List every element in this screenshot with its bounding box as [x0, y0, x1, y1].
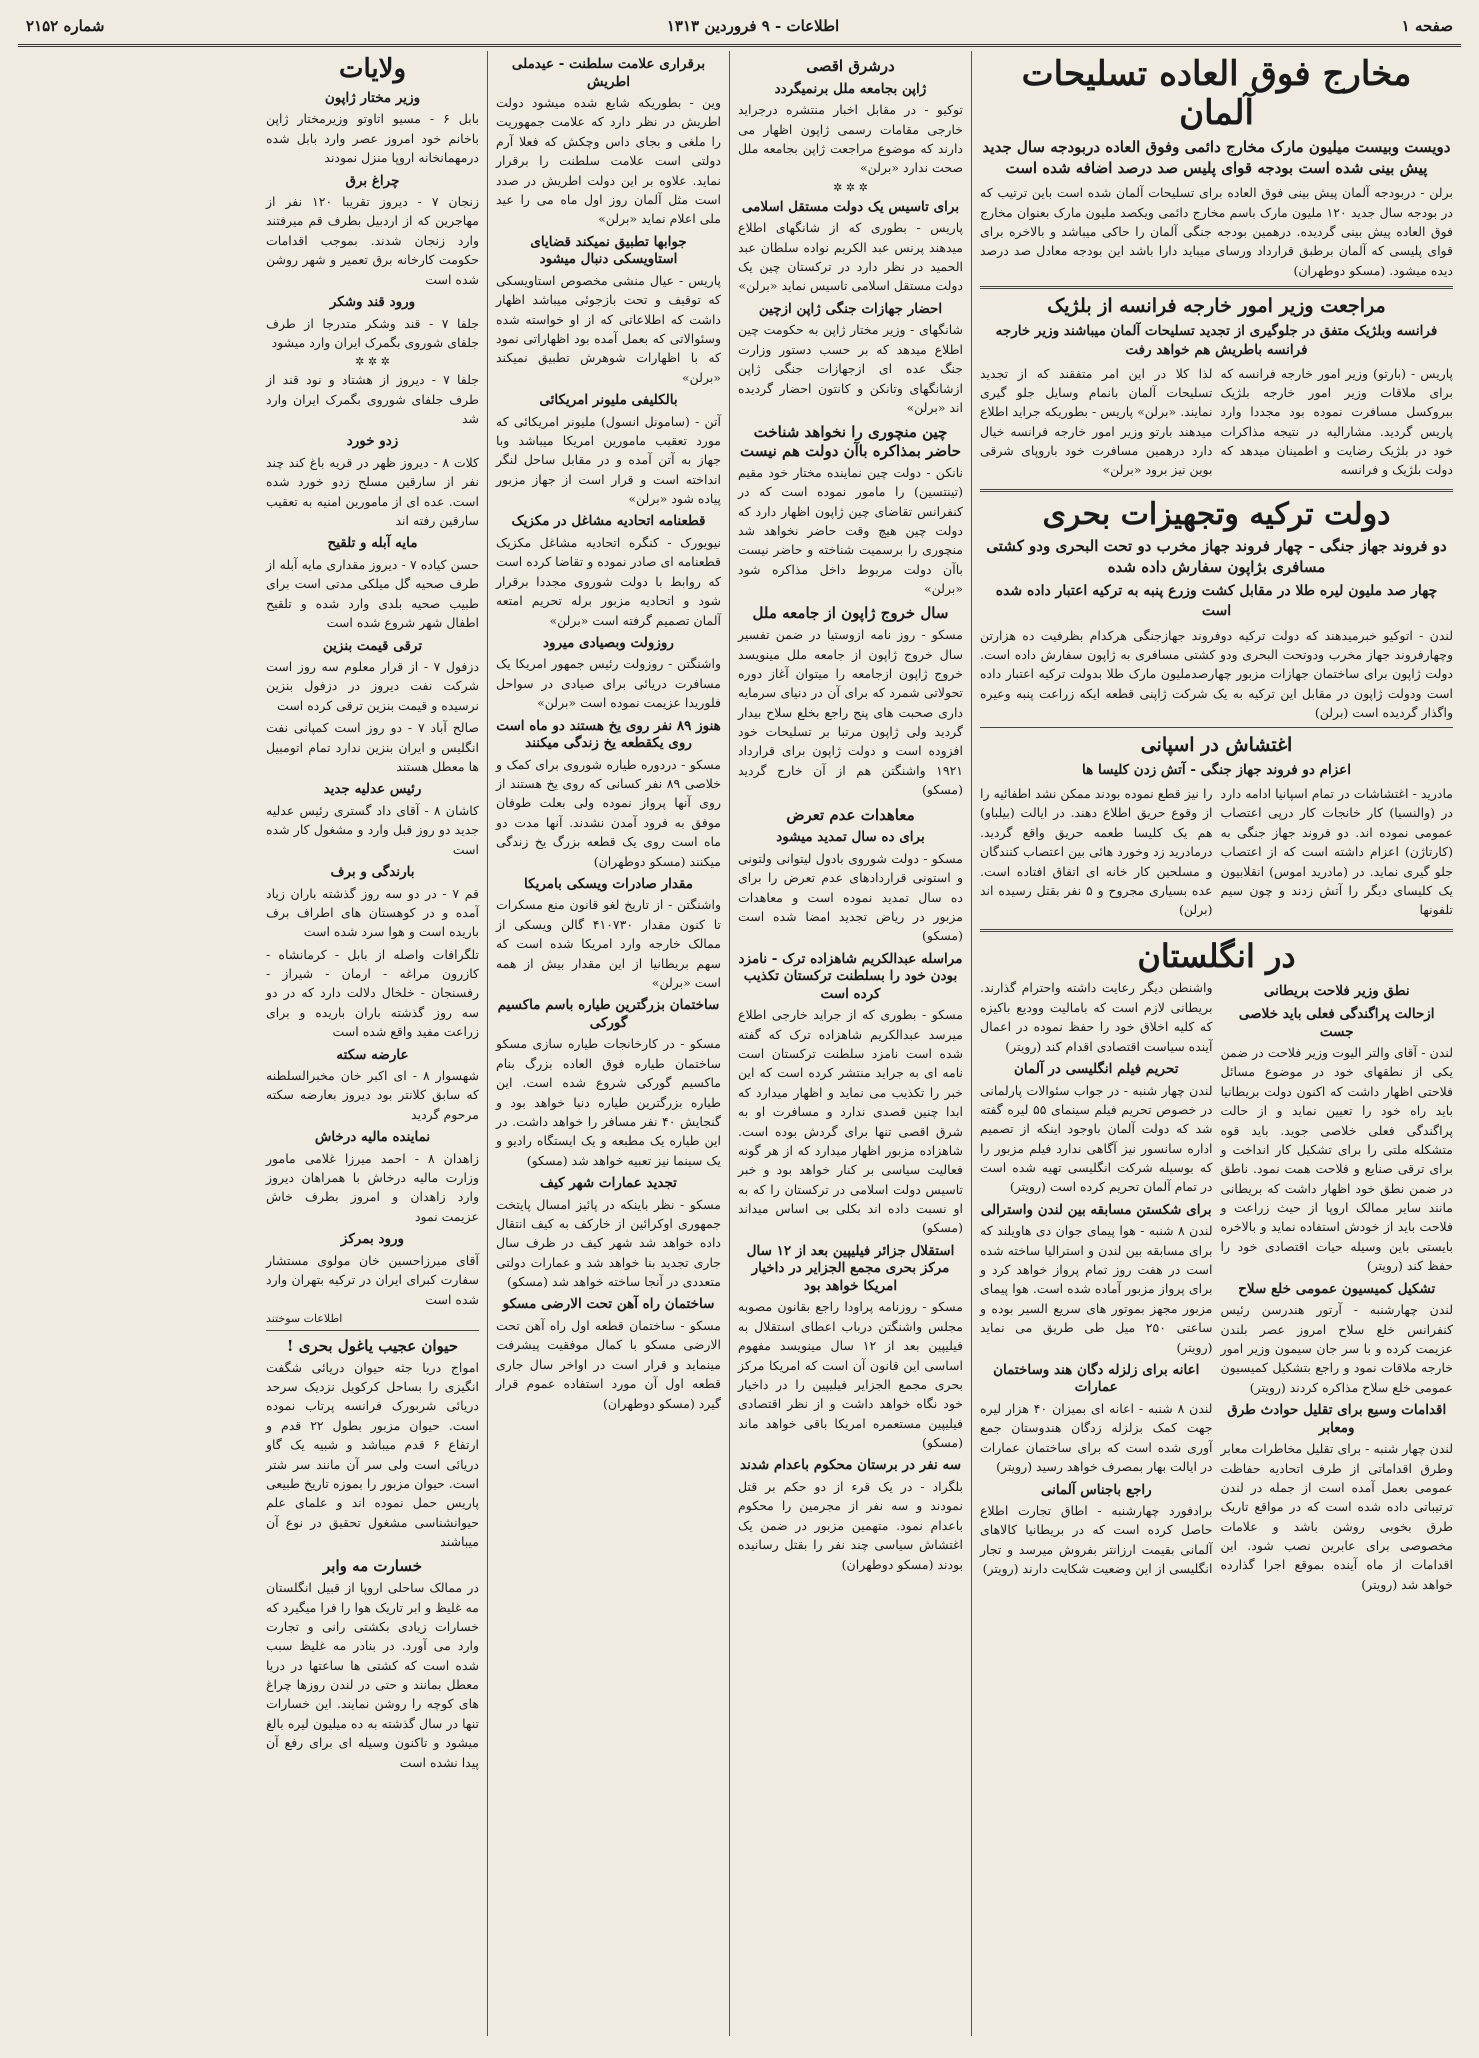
- headline-mexico-unions: قطعنامه اتحادیه مشاغل در مکزیک: [511, 513, 706, 530]
- headline-earthquake-aid: اعانه برای زلزله دگان هند وساختمان عمارات: [993, 1361, 1200, 1396]
- article-fog-damage: در ممالک ساحلی اروپا از قبیل انگلستان مه غلیظ و ابر تاریک هوا را فرا میگیرد که خسارات زیادی بکشتی رانی و تجارت وارد می آورد. در بنادر مه غلیظ سبب شده است که کشتی ها ساعتها در دریا معطل بمانند و حتی در لندن روزها چراغ های کوچه را روشن نمایند. این خسارات تنها در سال گذشته به ده میلیون لیره بالغ میشود و تاکنون وسیله ای برای رفع آن پیدا نشده است: [266, 1580, 479, 1770]
- headline-death-sentence: سه نفر در برستان محکوم باعدام شدند: [739, 1457, 962, 1474]
- article-japan-exit: مسکو - روز نامه ازوستیا در ضمن تفسیر سال خروج ژاپون از جامعه ملل مینویسد خروج ژاپون ازجامعه را میتوان آغاز دوره تحولاتی شمرد که برای آن در دنیای سرمایه داری صحبت های پنج راجع بخلع سلاح بیدار گردید ولی ژاپون مرتبا بر تسلیحات خود افزوده است و دولت ژاپون برای قرارداد ۱۹۲۱ واشنگتن هم از آن خارج گردید (مسکو): [738, 627, 963, 798]
- headline-japan-warships: احضار جهازات جنگی ژاپن ازچین: [758, 300, 943, 317]
- headline-german-armament: مخارج فوق العاده تسلیحات آلمان: [1021, 54, 1412, 134]
- headline-clash: زدو خورد: [346, 433, 399, 450]
- divider: [980, 489, 1453, 492]
- subheadline-spain-unrest: اعزام دو فروند جهاز جنگی - آتش زدن کلیسا ها: [1082, 762, 1351, 779]
- article-telegrams: تلگرافات واصله از بابل - کرمانشاه - کازرون مراغه - ارمان - شیراز - رفسنجان - خلخال دلالت دارد که در دو سه روز گذشته باران باریده و برای زراعت مفید واقع شده است: [266, 946, 479, 1040]
- article-austria-monarchy: وین - بطوریکه شایع شده میشود دولت اطریش در نظر دارد که علامت جمهوریت را ملغی و بجای داس وچکش که فعلا آرم دولتی است علامت سلطنت را برقرار نماید. علاوه بر این دولت اطریش در صدد است مثل آلمان روز اول ماه می را عید ملی اعلام نماید «برلن»: [496, 95, 721, 227]
- headline-film-ban: تحریم فیلم انگلیسی در آلمان: [1014, 1060, 1179, 1077]
- subheadline-nonaggression: برای ده سال تمدید میشود: [776, 829, 925, 846]
- article-gasoline-price: دزفول ۷ - از قرار معلوم سه روز است شرکت نفت دیروز در دزفول بنزین نرسیده و قیمت بنزین ترقی کرده است: [266, 659, 480, 713]
- headline-maxim-gorky-plane: ساختمان بزرگترین طیاره باسم ماکسیم گورکی: [497, 997, 720, 1031]
- article-sea-creature: امواج دریا جثه حیوان دریائی شگفت انگیزی را بساحل کرکویل نزدیک سرحد دریائی شربورک فرانسه پرتاب نموده است. حیوان مزبور بطول ۲۲ قدم و ارتفاع ۶ قدم میباشد و شبیه یک گاو دریائی است ولی سر آن مانند سر شتر است. حیوان مزبور را بموزه تاریخ طبیعی پاریس حمل نموده اند و علمای علم حیوانشناسی مشغول تحقیق در نوع آن میباشند: [266, 1359, 479, 1550]
- masthead: [18, 10, 1461, 47]
- article-nonaggression: مسکو - دولت شوروی بادول لیتوانی ولتونی و استونی قراردادهای عدم تعرض را برای ده سال تمدید نموده است و معاهدات مزبور در ریاض تجدید امضا شده است (مسکو): [738, 850, 963, 944]
- headline-vaccination: مایه آبله و تلقیح: [327, 535, 418, 552]
- subheadline-german-budget: دویست وبیست میلیون مارک مخارج دائمی وفوق العاده دربودجه سال جدید پیش بینی شده است بودجه قوای پلیس صد درصد اضافه شده است: [982, 138, 1451, 178]
- headline-disarmament-commission: تشکیل کمیسیون عمومی خلع سلاح: [1238, 1280, 1436, 1297]
- article-death-sentence: بلگراد - در یک قرء از دو حکم بر قتل نمودند و سه نفر از مجرمین را محکوم باعدام نمود. متهمین مزبور در ضمن یک اغتشاش سیاسی چند نفر را بقتل رسانیده بودند (مسکو دوطهران): [738, 1479, 963, 1572]
- article-china-manchuria: نانکن - دولت چین نماینده مختار خود مقیم (تینتسین) را مامور نموده است که در کنفرانس تقاضای چین ژاپون اظهار دارد که دولت چین هیچ وقت حاضر نخواهد شد منچوری را برسمیت شناخته و حاضر نیست باآن دولت مربوط داخل مذاکره شود «برلن»: [738, 464, 963, 597]
- article-german-goods: برادفورد چهارشنبه - اطاق تجارت اطلاع حاصل کرده است که در بریطانیا کالاهای آلمانی بقیمت ارزانتر بفروش میرسد و تجار انگلیسی از این وضعیت شکایت دارند (رویتر): [980, 1503, 1213, 1577]
- article-whisky-exports: واشنگتن - از تاریخ لغو قانون منع مسکرات تا کنون مقدار ۴۱۰۷۳۰ گالن ویسکی از ممالک خارجه وارد امریکا شده است که سهم بریطانیا از این مقدار بیش از همه است «برلن»: [496, 897, 721, 990]
- article-earthquake-aid: لندن ۸ شنبه - اعانه ای بمیزان ۴۰ هزار لیره جهت کمک بزلزله زدگان هندوستان جمع آوری شده است که برای ساختمان عمارات در ایالت بهار بمصرف خواهد رسید (رویتر): [980, 1401, 1213, 1475]
- masthead-title: اطلاعات - ۹ فروردین ۱۳۱۳: [666, 17, 840, 35]
- headline-kiev-rebuild: تجدید عمارات شهر کیف: [540, 1175, 677, 1192]
- headline-roosevelt-fishing: روزولت وبصیادی میرود: [543, 634, 674, 651]
- headline-turkey-navy: دولت ترکیه وتجهیزات بحری: [1042, 496, 1391, 532]
- headline-abdulkarim: مراسله عبدالکریم شاهزاده ترک - نامزد بودن خود را بسلطنت ترکستان تکذیب کرده است: [738, 950, 963, 1002]
- article-islamic-state: پاریس - بطوری که از شانگهای اطلاع میدهند پرنس عبد الکریم نواده سلطان عبد الحمید در نظر دارد در ترکستان چین یک دولت مستقل اسلامی تاسیس نماید «برلن»: [738, 220, 963, 294]
- headline-insull: بالکلیفی ملیونر امریکائی: [539, 392, 678, 409]
- article-finance-rep: زاهدان ۸ - احمد میرزا غلامی مامور وزارت مالیه درخاش با همراهان دیروز وارد زاهدان و امروز بطرف خاش عزیمت نمود: [266, 1150, 479, 1224]
- article-stroke: شهسوار ۸ - ای اکبر خان مخبرالسلطنه که سابق کلانتر بود دیروز بعارضه سکته مرحوم گردید: [266, 1068, 480, 1122]
- two-column-block: [980, 364, 1453, 483]
- article-japan-warships: شانگهای - وزیر مختار ژاپن به حکومت چین اطلاع میدهد که بر حسب دستور وزارت جنگ عده ای ازجهازات جنگی ژاپن ازشانگهای وتانکن و کانتون احضار گردیده اند «برلن»: [738, 322, 963, 415]
- article-new-judiciary-chief: کاشان ۸ - آقای داد گستری رئیس عدلیه جدید دو روز قبل وارد و مشغول کار شده است: [266, 802, 479, 857]
- article-agriculture: لندن - آقای والتر الیوت وزیر فلاحت در ضمن یکی از نطقهای خود در موضوع مسائل فلاحتی اظهار داشت که اکنون دولت بریطانیا باید راه خود را تعیین نماید و از حالت پراگندگی فعلی خلاصی جوید. باید قوه متشکله ملتی را برای تشکیل کار انداخت و برای ترقی صنایع و فلاحت همت نمود. ناطق در ضمن نطق خود اظهار داشت که بریطانی مانند سایر ممالک اروپا از حیث زراعت و فلاحت باید از خودش استفاده نماید و بالاخره بایستی باین وسیله حیات اقتصادی خود را حفظ کند (رویتر): [1220, 1045, 1453, 1274]
- article-insull: آتن - (سامونل انسول) ملیونر امریکائی که مورد تعقیب مامورین امریکا میباشد وبا جهاز به آتن آمده و در مقابل ساحل لنگر انداخته است و قرار است از جهاز مزبور پیاده شود «برلن»: [496, 413, 721, 507]
- separator-stars: ✲ ✲ ✲: [355, 355, 390, 369]
- headline-japan-envoy: وزیر مختار ژاپون: [324, 89, 421, 106]
- headline-gasoline-price: ترقی قیمت بنزین: [322, 637, 423, 654]
- article-turkey-navy: لندن - اتوکیو خبرمیدهند که دولت ترکیه دوفروند جهازجنگی هرکدام بظرفیت ده هزارتن وچهارفروند جهاز مخرب ودوتحت البحری ودو کشتی مسافری به ژاپون سفارش داده است. دولت ژاپون برای ساختمان جهازات مزبور چهارصدملیون مارک طلا بدولت ترکیه اعتبار داده است ودولت ژاپون در مقابل این ترکیه به یک شرکت ژاپنی قطعه ایکه زراعت پنبه وعیره واگذار گردیده است (برلن): [980, 627, 1453, 721]
- credit-line: اطلاعات سوختند: [266, 1311, 343, 1325]
- article-spain-b: را نیز قطع نموده بودند ممکن نشد اطفائیه را از وقوع حریق اطلاع دهند. در ایالت (بیلباو) هم یک کلیسا طعمه حریق واقع گردید. درمادرید زد وخورد هائی بین اعتصاب کنندگان و مسلحین کار خانه ای اتفاق افتاده است. عده بسیاری مجروح و ۵ نفر بقتل رسیده اند (برلن): [980, 786, 1213, 918]
- headline-new-judiciary-chief: رئیس عدلیه جدید: [323, 781, 422, 798]
- column-main: [971, 51, 1461, 2036]
- subheadline-agriculture: ازحالت پراگندگی فعلی باید خلاصی جست: [1238, 1006, 1435, 1040]
- article-vaccination: حسن کیاده ۷ - دیروز مقداری مایه آبله از طرف صحیه گل میلکی مدتی است برای طبیب صحیه بلدی وارد شده و تلقیح اطفال شهر شروع شده است: [266, 557, 479, 631]
- subheadline-french-minister: فرانسه وبلژیک متفق در جلوگیری از تجدید تسلیحات آلمان میباشند وزیر خارجه فرانسه باطریش هم خواهد رفت: [995, 322, 1438, 358]
- section-provinces: ولایات: [338, 54, 407, 84]
- headline-spain-unrest: اغتشاش در اسپانی: [1140, 734, 1293, 757]
- divider: [266, 1330, 479, 1331]
- headline-australia-race: برای شکستن مسابقه بین لندن واسترالی: [980, 1201, 1212, 1218]
- headline-philippines: استقلال جزائر فیلیپین بعد از ۱۲ سال مرکز بحری مجمع الجزایر در داخیار امریکا خواهد بود: [746, 1242, 955, 1294]
- headline-china-manchuria: چین منچوری را نخواهد شناخت حاضر بمذاکره باآن دولت هم نیست: [740, 423, 961, 461]
- headline-finance-rep: نماینده مالیه درخاش: [314, 1129, 431, 1146]
- headline-road-accidents: اقدامات وسیع برای تقلیل حوادث طرق ومعابر: [1227, 1402, 1447, 1436]
- divider: [980, 727, 1453, 728]
- article-ice-floe: مسکو - دردوره طیاره شوروی برای کمک و خلاصی ۸۹ نفر کسانی که روی یخ هستند از روی آنها پرواز نموده ولی بعلت طوفان موفق به فرود آمدن نشدند. آنها مدت دو ماه است روی یک قطعه بزرگ یخ زندگی میکنند (مسکو دوطهران): [496, 756, 721, 869]
- headline-german-goods: راجع باجناس آلمانی: [1040, 1481, 1152, 1498]
- article-spain-a: مادرید - اغتشاشات در تمام اسپانیا ادامه دارد در (والنسیا) کار خانجات کار درپی اعتصاب عمومی نموده اند. دو فروند جهاز جنگی به (کارتاژن) اعزام داشته است که از اعتصاب جلو گیری نماید. در (مادرید اموس) انقلابیون یک کلیسای دیگر را آتش زدند و چون سیم تلفونها: [1220, 786, 1453, 918]
- headline-fog-damage: خسارت مه وابر: [323, 1557, 422, 1576]
- article-salehabad: صالح آباد ۷ - دو روز است کمپانی نفت انگلیس و ایران بنزین ندارد تمام اتومبیل ها معطل هستند: [266, 720, 480, 774]
- article-philippines: مسکو - روزنامه پراودا راجع بقانون مصوبه مجلس واشنگتن درباب اعطای استقلال به فیلیپین بعد از ۱۲ سال مینویسد مفهوم اساسی این قانون آن است که امریکا مرکز بحری مجمع الجزایر فیلیپین را در داخیار خود نگاه خواهد داشت و از نظر اقتصادی فیلیپین مستعمره امریکا باقی خواهد ماند (مسکو): [738, 1299, 963, 1451]
- article-agriculture-cont: واشنطن دیگر رعایت داشته واحترام گذارند. بریطانی لازم است که بامالیت وودیع باکیزه که کلیه اخلاق خود را حفظ نموده در اعمال آینده سیاست اقتصادی اقدام کند (رویتر): [980, 980, 1213, 1054]
- article-rain-snow: قم ۷ - در دو سه روز گذشته باران زیاد آمده و در کوهستان های اطراف برف باریده است و هوا سرد شده است: [266, 885, 480, 940]
- article-australia-race: لندن ۸ شنبه - هوا پیمای جوان دی هاویلند که برای مسابقه بین لندن و استرالیا ساخته شده است در هفت روز تمام پرواز خواهد کرد و برای پرواز مزبور آماده شده است. هوا پیمای مزبور مجهز بموتور های سریع السیر بوده و ساعتی ۲۵۰ میل طی طریق می نماید (رویتر): [980, 1223, 1213, 1355]
- headline-japan-league: ژاپن بجامعه ملل برنمیگردد: [774, 80, 927, 97]
- headline-japan-exit: سال خروج ژاپون از جامعه ملل: [752, 604, 949, 623]
- article-sugar-arrival: جلفا ۷ - قند وشکر متدرجا از طرف جلفای شوروی بگمرک ایران وارد میشود: [266, 315, 479, 350]
- headline-moscow-metro: ساختمان راه آهن تحت الارضی مسکو: [502, 1296, 715, 1313]
- headline-arrival-capital: ورود بمرکز: [340, 1231, 405, 1248]
- headline-agriculture-minister: نطق وزیر فلاحت بریطانی: [1263, 983, 1410, 1000]
- headline-stavisky: جوابها تطبیق نمیکند قضایای استاویسکی دنبال میشود: [530, 233, 687, 268]
- subheadline-turkey-ships: دو فروند جهاز جنگی - چهار فروند جهاز مخرب دو تحت البحری ودو کشتی مسافری بژاپون سفارش داده شده: [986, 537, 1447, 577]
- england-columns: [980, 978, 1453, 1597]
- article-japan-envoy: بابل ۶ - مسیو اتاوتو وزیرمختار ژاپن باخانم خود امروز عصر وارد بابل شده درمهمانخانه اروپا منزل نمودند: [266, 111, 479, 166]
- article-stavisky: پاریس - عیال منشی مخصوص استاویسکی که توقیف و تحت بازجوئی میباشد اظهار داشت که اطلاعاتی که از او خواسته شده وسئوالاتی که بعمل آمده بود اظهاراتی نمود که با اظهارات شوهرش تطبیق نمیکند «برلن»: [496, 272, 721, 385]
- headline-sugar-arrival: ورود قند وشکر: [329, 293, 416, 310]
- headline-stroke: عارضه سکته: [336, 1046, 409, 1063]
- article-arrival-capital: آقای میرزاحسین خان مولوی مستشار سفارت کبرای ایران در ترکیه بتهران وارد شده است: [266, 1252, 479, 1307]
- headline-rain-snow: بارندگی و برف: [330, 863, 415, 880]
- subheadline-turkey-credit: چهار صد ملیون لیره طلا در مقابل کشت وزرع پنبه به ترکیه اعتبار داده شده است: [995, 583, 1438, 619]
- article-abdulkarim: مسکو - بطوری که از جراید خارجی اطلاع میرسد عبدالکریم شاهزاده ترک که گفته شده است نامزد سلطنت ترکستان است نامه ای به جراید منتشر کرده است که این خبر را تکذیب می نماید و اظهار میدارد که ابدا چنین قصدی ندارد و مسافرت او به شرق اقصی تنها برای گردش بوده است. شاهزاده مزبور اظهار میدارد که از هر گونه فعالیت سیاسی بر کنار خواهد بود و خبر تاسیس دولت اسلامی در ترکستان را که به او نسبت داده اند بکلی بی اساس میداند (مسکو): [738, 1007, 963, 1236]
- headline-ice-floe: هنوز ۸۹ نفر روی یخ هستند دو ماه است روی یکقطعه یخ زندگی میکنند: [496, 717, 721, 752]
- article-kiev-rebuild: مسکو - نظر باینکه در پائیز امسال پایتخت جمهوری اوکرائین از خارکف به کیف انتقال داده خواهد شد شهر کیف در ظرف سال جاری تجدید بنا خواهد شد و عمارات دولتی متعددی در آنجا ساخته خواهد شد (مسکو): [496, 1196, 721, 1290]
- two-column-block: [980, 784, 1453, 923]
- page-number: صفحه ۱: [1401, 17, 1453, 35]
- section-far-east: درشرق اقصی: [806, 57, 895, 75]
- separator-stars: ✲ ✲ ✲: [833, 180, 868, 194]
- columns: [18, 51, 1461, 2036]
- headline-england: در انگلستان: [1137, 936, 1296, 975]
- column-world: [487, 51, 729, 2036]
- article-moscow-metro: مسکو - ساختمان قطعه اول راه آهن تحت الارضی مسکو با کمال موفقیت پیشرفت مینماید و قرار است در اواخر سال جاری قطعه اول آن مورد استفاده عموم قرار گیرد (مسکو دوطهران): [496, 1318, 721, 1411]
- article-mexico-unions: نیویورک - کنگره اتحادیه مشاغل مکزیک قطعنامه ای صادر نموده و تقاضا کرده است که روابط با دولت شوروی مجددا برقرار شود و اتحادیه مزبور برله تحریم امتعه آلمان تصمیم گرفته است «برلن»: [496, 535, 721, 628]
- divider: [980, 929, 1453, 932]
- column-far-east: [729, 51, 971, 2036]
- article-disarmament: لندن چهارشنبه - آرتور هندرسن رئیس کنفرانس خلع سلاح امروز عصر بلندن عزیمت کرده و با سر جان سیمون وزیر امور خارجه ملاقات نمود و راجع بتشکیل کمیسیون عمومی خلع سلاح مذاکره کردند (رویتر): [1220, 1302, 1453, 1395]
- article-maxim-gorky-plane: مسکو - در کارخانجات طیاره سازی مسکو ساختمان طیاره فوق العاده بزرگ بنام ماکسیم گورکی شروع شده است. این طیاره بزرگترین طیاره دنیا خواهد بود و گنجایش ۴۰ نفر مسافر را خواهد داشت. در این طیاره یک مطبعه و یک ایستگاه رادیو و یک سینما نیز تعبیه خواهد شد (مسکو): [496, 1036, 721, 1168]
- divider: [980, 286, 1453, 289]
- article-japan-league: توکیو - در مقابل اخبار منتشره درجراید خارجی مقامات رسمی ژاپون اظهار می دارند که موضوع مراجعت ژاپن بجامعه ملل صحت ندارد «برلن»: [738, 102, 963, 176]
- newspaper-page: [18, 10, 1461, 2036]
- headline-austria-monarchy: برقراری علامت سلطنت - عیدملی اطریش: [511, 56, 706, 90]
- headline-whisky-exports: مقدار صادرات ویسکی بامریکا: [524, 875, 693, 892]
- headline-islamic-state: برای تاسیس یک دولت مستقل اسلامی: [741, 198, 960, 215]
- headline-sea-creature: حیوان عجیب یاغول بحری !: [286, 1336, 459, 1355]
- article-sugar-arrival-2: جلفا ۷ - دیروز از هشتاد و نود قند از طرف جلفای شوروی بگمرک ایران وارد شد: [266, 372, 479, 427]
- headline-french-minister: مراجعت وزیر امور خارجه فرانسه از بلژیک: [1047, 295, 1386, 318]
- article-road-accidents: لندن چهار شنبه - برای تقلیل مخاطرات معابر وطرق اقداماتی از طرف اتحادیه حفاظت عمومی بعمل آمده است از جمله در لندن ترتیباتی داده شده است که در مواقع تاریک طرق بخوبی روشن باشد و علامات مخصوصی برای عابرین نصب شود. این اقدامات از ماه آینده بموقع اجرا گذارده خواهد شد (رویتر): [1220, 1441, 1453, 1592]
- issue-number: شماره ۲۱۵۲: [26, 17, 105, 35]
- article-roosevelt-fishing: واشنگتن - روزولت رئیس جمهور امریکا یک مسافرت دریائی برای صیادی در سواحل فلوریدا عزیمت نموده است «برلن»: [496, 656, 721, 711]
- column-provinces: [258, 51, 487, 2036]
- headline-nonaggression: معاهدات عدم تعرض: [786, 805, 915, 824]
- headline-electric-light: چراغ برق: [345, 172, 400, 189]
- article-electric-light: زنجان ۷ - دیروز تقریبا ۱۲۰ نفر از مهاجرین که از اردبیل بطرف قم میرفتند وارد زنجان شدند. بموجب اقدامات حکومت کارخانه برق تعمیر و شهر روشن شده است: [266, 194, 480, 287]
- article-french-minister-b: لذا کلا در این امر متفقند که از تجدید تسلیحات آلمان بانمام وسایل جلو گیری نمایند. «برلن» پاریس - بطوریکه جراید اطلاع میدهند بارتو وزیر امور خارجه فرانسه خیال دارد درهمین مسافرت خود باروپای شرقی بوین نیز برود «برلن»: [980, 365, 1213, 478]
- article-film-ban: لندن چهار شنبه - در جواب سئوالات پارلمانی در خصوص تحریم فیلم سینمای ۵۵ لیره گفته شد که دولت آلمان باوجود اینکه از تصمیم اداره سانسور نیز آگاهی ندارد فیلم مزبور را که بوسیله شرکت انگلیسی تهیه شده است در تمام آلمان تحریم کرده است (رویتر): [980, 1082, 1213, 1195]
- article-german-budget: برلن - دربودجه آلمان پیش بینی فوق العاده برای تسلیحات آلمان شده است باین ترتیب که در بودجه سال جدید ۱۲۰ ملیون مارک باسم مخارج دائمی ویکصد ملیون مارک بعنوان مخارج فوق العاده پیش بینی گردیده. درهمین بودجه جنگی آلمان را حاکی میباشد و بالاخره برای قوای پلیسی که آلمان برطبق قرارداد ورسای میباید دارا باشد این بودجه معادل صد درصد دیده میشود. (مسکو دوطهران): [980, 185, 1453, 278]
- article-clash: کلات ۸ - دیروز ظهر در قریه باغ کند چند نفر از سارقین مسلح زدو خورد شده است. عده ای از مامورین امنیه به تعقیب سارقین رفته اند: [266, 454, 479, 529]
- article-french-minister-a: پاریس - (بارتو) وزیر امور خارجه فرانسه که برای ملاقات وزیر امور خارجه بلژیک ببروکسل مسافرت نموده بود مجددا وارد پاریس گردید. مشارالیه در نتیجه مذاکرات خود در بلژیک رضایت و اطمینان میدهد که دولت بلژیک و فرانسه: [1220, 365, 1453, 478]
